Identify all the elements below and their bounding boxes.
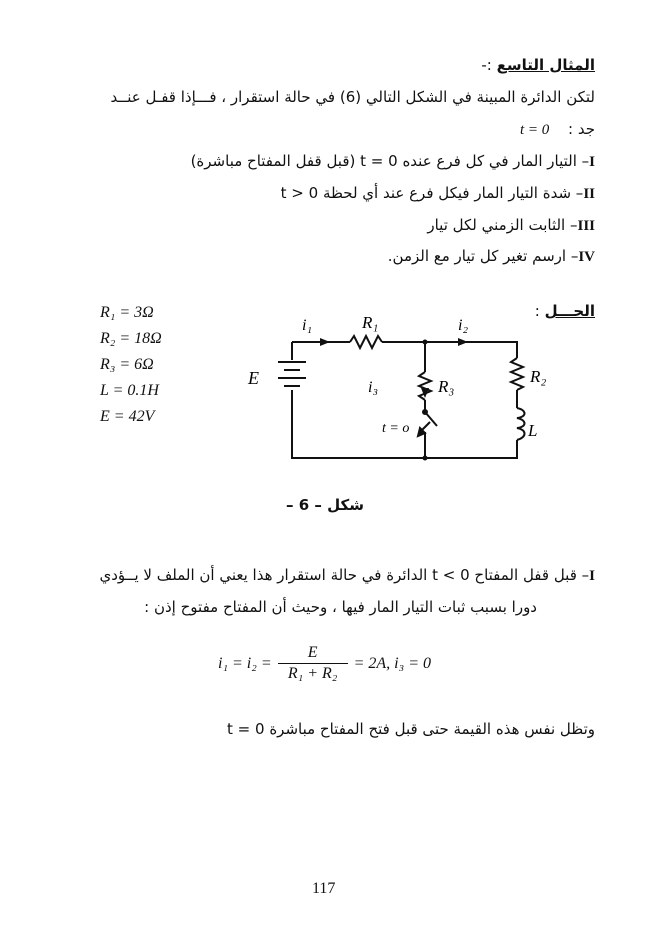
label-l: L <box>528 421 538 440</box>
switch-contact <box>423 410 427 414</box>
label-r1: R₁ <box>362 313 379 332</box>
question-num: II <box>583 186 595 202</box>
label-i1: i₁ <box>302 317 313 334</box>
example-heading <box>481 56 595 74</box>
part1-line1 <box>99 566 595 585</box>
figure-caption: شكل – 6 – <box>286 496 364 514</box>
arrow-i3 <box>421 388 429 398</box>
part1-line2: دورا بسبب ثبات التيار المار فيها ، وحيث أن المفتاح مفتوح إذن : <box>144 598 537 616</box>
inductor-l <box>517 408 525 440</box>
solution-heading <box>535 302 595 320</box>
label-r3: R₃ <box>438 377 455 396</box>
label-switch: t = o <box>382 421 410 436</box>
part1-line3: وتظل نفس هذه القيمة حتى قبل فتح المفتاح مباشرة t = 0 <box>227 720 595 738</box>
equation-fraction <box>278 644 348 683</box>
resistor-r3 <box>419 372 431 400</box>
equation-lhs: i₁ = i₂ = <box>218 654 272 672</box>
arrow-i1 <box>320 338 330 346</box>
given-values <box>100 300 162 430</box>
question-3 <box>427 216 595 235</box>
given-l: L = 0.1H <box>100 382 159 399</box>
arrow-i2 <box>458 338 468 346</box>
question-num: III <box>577 218 595 234</box>
page-number: 117 <box>312 880 336 897</box>
label-i2: i₂ <box>458 317 469 334</box>
find-time: t = 0 <box>519 122 550 138</box>
question-num: IV <box>578 249 595 265</box>
solution-title-suffix: : <box>534 302 540 320</box>
equation-numerator: E <box>307 644 318 661</box>
given-r3: R₃ = 6Ω <box>100 356 154 373</box>
node-bottom <box>423 456 428 461</box>
question-text: – شدة التيار المار فيكل فرع عند أي لحظة t > 0 <box>280 184 584 202</box>
part1-text: – قبل قفل المفتاح t < 0 الدائرة في حالة استقرار هذا يعني أن الملف لا يــؤدي <box>99 566 590 584</box>
find-label: جد : <box>568 120 595 138</box>
label-i3: i₃ <box>368 379 379 396</box>
solution-title: الحـــل <box>544 302 595 320</box>
given-r2: R₂ = 18Ω <box>100 330 162 347</box>
question-num: I <box>589 154 595 170</box>
question-text: – التيار المار في كل فرع عنده t = 0 (قبل قفل المفتاح مباشرة) <box>190 152 590 170</box>
question-2 <box>281 184 595 203</box>
label-e: E <box>248 368 259 388</box>
resistor-r1 <box>350 336 382 348</box>
top-right-wire <box>382 342 517 358</box>
bottom-wire <box>292 342 517 458</box>
intro-line: لتكن الدائرة المبينة في الشكل التالي (6) في حالة استقرار ، فـــإذا قفـل عنــد <box>110 88 595 106</box>
equation-rhs: = 2A, i₃ = 0 <box>353 654 431 672</box>
equation <box>218 644 431 683</box>
switch-arrowhead <box>418 428 425 436</box>
given-r1: R₁ = 3Ω <box>100 304 154 321</box>
question-text: – ارسم تغير كل تيار مع الزمن. <box>387 247 579 265</box>
label-r2: R₂ <box>530 367 547 386</box>
question-1 <box>191 152 595 171</box>
given-e: E = 42V <box>100 408 155 425</box>
find-line <box>520 120 595 139</box>
question-4 <box>388 247 595 266</box>
equation-denominator: R₁ + R₂ <box>287 665 338 682</box>
question-text: – الثابت الزمني لكل تيار <box>427 216 578 234</box>
switch-arrow <box>420 422 430 432</box>
resistor-r2 <box>511 358 523 390</box>
example-title-suffix: :- <box>481 56 492 74</box>
part1-num: I <box>589 568 595 584</box>
example-title: المثال التاسع <box>496 56 595 74</box>
switch-blade <box>425 412 437 426</box>
node-top <box>423 340 428 345</box>
